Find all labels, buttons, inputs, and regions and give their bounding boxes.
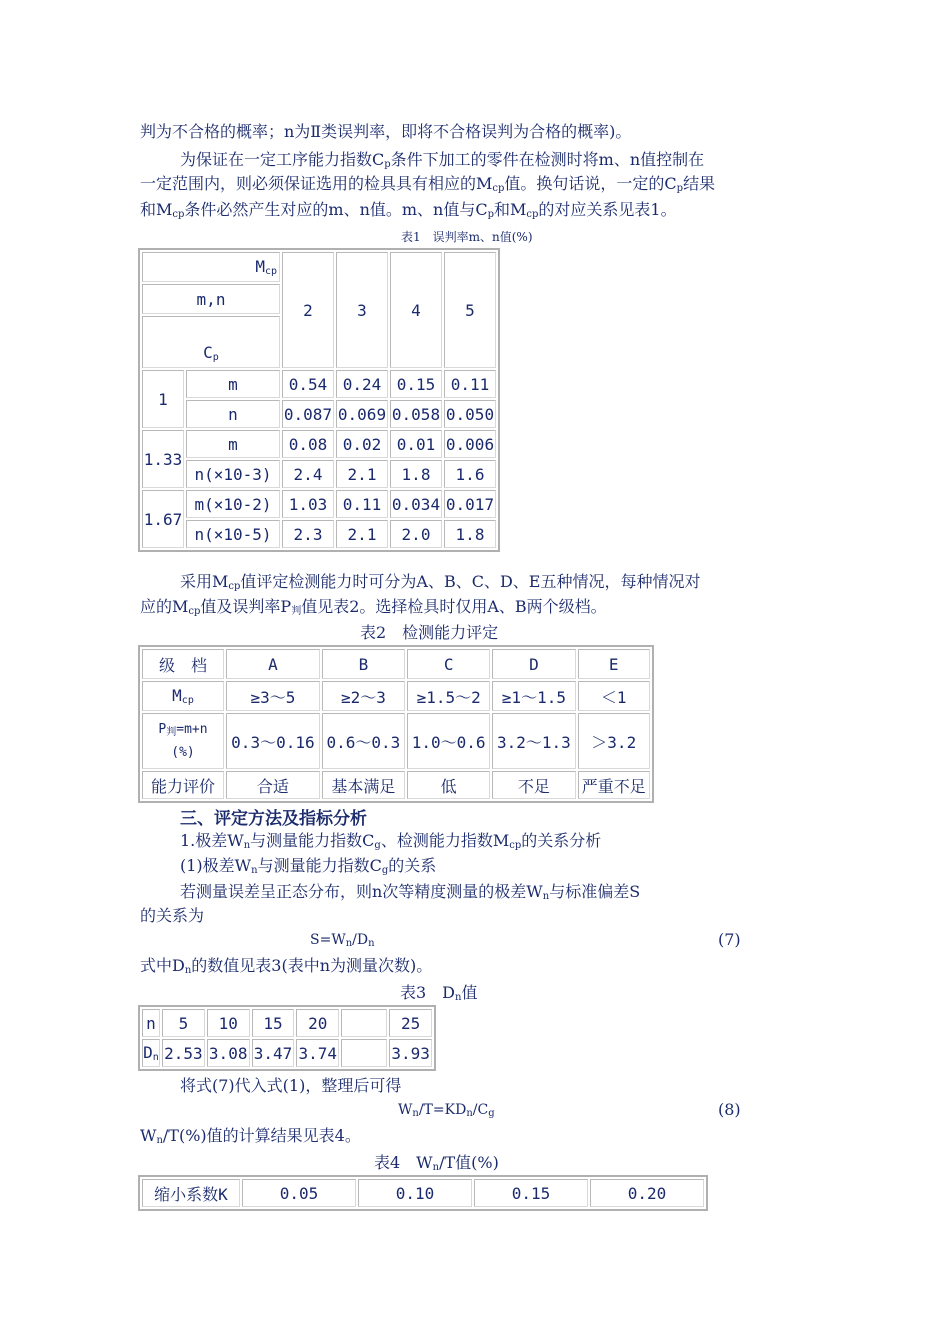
table1-cell: 0.08 — [282, 430, 334, 458]
table2-cell: 0.6～0.3 — [322, 713, 405, 769]
table2-row-label: $P_判=m+n$ (%) — [142, 713, 224, 769]
table1-cell: 0.069 — [336, 400, 388, 428]
table3-row-label: n — [142, 1009, 160, 1037]
table3-cell: 25 — [389, 1009, 432, 1037]
table4-cell: 0.15 — [474, 1179, 588, 1207]
table1-col: 2 — [282, 252, 334, 368]
table1-header-cp: $C_p$ — [142, 316, 280, 368]
table1-cell: 0.087 — [282, 400, 334, 428]
table1-cell: 2.4 — [282, 460, 334, 488]
table2-cell: 基本满足 — [322, 771, 405, 799]
table3-cell: 3.93 — [389, 1039, 432, 1067]
table1-group: 1.67 — [142, 490, 184, 548]
table2-cell: 1.0～0.6 — [407, 713, 490, 769]
table1-cell: 2.0 — [390, 520, 442, 548]
table3-cell — [341, 1009, 387, 1037]
table3-cell: 2.53 — [162, 1039, 205, 1067]
table1-caption: 表1 误判率m、n值(%) — [401, 230, 533, 244]
table1-row-label: n(×10-3) — [186, 460, 280, 488]
table4-caption: 表4 $W_n/T$值(%) — [374, 1153, 499, 1173]
table1-cell: 1.03 — [282, 490, 334, 518]
table1-cell: 2.1 — [336, 460, 388, 488]
table1-group: 1 — [142, 370, 184, 428]
table1-cell: 1.8 — [444, 520, 496, 548]
table2-row-label: 能力评价 — [142, 771, 224, 799]
table3-cell: 3.47 — [252, 1039, 295, 1067]
table2-caption: 表2 检测能力评定 — [360, 623, 499, 642]
table4-row-label: 缩小系数K — [142, 1179, 240, 1207]
table1-cell: 0.11 — [336, 490, 388, 518]
text-line: 一定范围内，则必须保证选用的检具具有相应的$M_{cp}$值。换句话说，一定的$C_p$结果 — [140, 174, 716, 194]
table4-cell: 0.10 — [358, 1179, 472, 1207]
table1-cell: 0.54 — [282, 370, 334, 398]
table4-cell: 0.20 — [590, 1179, 704, 1207]
table1-cell: 0.058 — [390, 400, 442, 428]
table1-cell: 0.006 — [444, 430, 496, 458]
table1-col: 4 — [390, 252, 442, 368]
table3-cell: 5 — [162, 1009, 205, 1037]
table2-header: D — [492, 649, 575, 679]
section-heading: 三、评定方法及指标分析 — [180, 809, 367, 829]
text-line: 若测量误差呈正态分布，则n次等精度测量的极差$W_n$与标准偏差S — [180, 882, 641, 902]
table2-cell: ≥2～3 — [322, 681, 405, 711]
text-line: 采用$M_{cp}$值评定检测能力时可分为A、B、C、D、E五种情况，每种情况对 — [180, 572, 701, 592]
table1-cell: 0.017 — [444, 490, 496, 518]
equation-number: (7) — [718, 930, 741, 949]
table1-cell: 1.6 — [444, 460, 496, 488]
text-line: $W_n/T(\%)$值的计算结果见表4。 — [140, 1126, 361, 1146]
table2-cell: 不足 — [492, 771, 575, 799]
table1-row-label: m(×10-2) — [186, 490, 280, 518]
text-line: 式中$D_n$的数值见表3(表中n为测量次数)。 — [140, 956, 433, 976]
text-line: 将式(7)代入式(1)，整理后可得 — [180, 1076, 402, 1095]
table2-cell: ＜1 — [578, 681, 651, 711]
text-line: (1)极差$W_n$与测量能力指数$C_g$的关系 — [180, 856, 437, 876]
text-line: 的关系为 — [140, 906, 205, 925]
table2-header: C — [407, 649, 490, 679]
text-line: 应的$M_{cp}$值及误判率$P_判$值见表2。选择检具时仅用A、B两个级档。 — [140, 597, 607, 617]
table1-cell: 0.01 — [390, 430, 442, 458]
table4 — [138, 1175, 708, 1211]
table1-group: 1.33 — [142, 430, 184, 488]
table1-cell: 0.11 — [444, 370, 496, 398]
table4-cell: 0.05 — [242, 1179, 356, 1207]
table1-header-mn: m,n — [142, 284, 280, 314]
table1-cell: 0.15 — [390, 370, 442, 398]
table2-cell: 合适 — [226, 771, 320, 799]
table1-cell: 0.02 — [336, 430, 388, 458]
table1-row-label: m — [186, 430, 280, 458]
table2-cell: ≥3～5 — [226, 681, 320, 711]
table3-cell: 3.74 — [296, 1039, 339, 1067]
equation-8: $W_n/T=KD_n/C_g$ — [398, 1102, 495, 1119]
table2-header: B — [322, 649, 405, 679]
table2-cell: ＞3.2 — [578, 713, 651, 769]
table1-header-mcp: $M_{cp}$ — [142, 252, 280, 282]
table1-cell: 0.050 — [444, 400, 496, 428]
table2-cell: ≥1～1.5 — [492, 681, 575, 711]
table2-cell: ≥1.5～2 — [407, 681, 490, 711]
text-line: 1.极差$W_n$与测量能力指数$C_g$、检测能力指数$M_{cp}$的关系分析 — [180, 831, 602, 851]
table1 — [138, 248, 500, 552]
table3-cell: 3.08 — [207, 1039, 250, 1067]
table2 — [138, 645, 654, 803]
table1-row-label: n — [186, 400, 280, 428]
table3-row-label: $D_n$ — [142, 1039, 160, 1067]
table1-row-label: m — [186, 370, 280, 398]
table1-row-label: n(×10-5) — [186, 520, 280, 548]
table1-cell: 0.034 — [390, 490, 442, 518]
table3-caption: 表3 $D_n$值 — [400, 983, 478, 1003]
table3 — [138, 1005, 436, 1071]
text-line: 判为不合格的概率；n为Ⅱ类误判率，即将不合格误判为合格的概率)。 — [140, 122, 632, 141]
table2-cell: 3.2～1.3 — [492, 713, 575, 769]
table3-cell: 10 — [207, 1009, 250, 1037]
table1-cell: 0.24 — [336, 370, 388, 398]
table3-cell: 15 — [252, 1009, 295, 1037]
table3-cell — [341, 1039, 387, 1067]
table1-cell: 1.8 — [390, 460, 442, 488]
equation-7: $S=W_n/D_n$ — [310, 932, 375, 949]
table1-col: 3 — [336, 252, 388, 368]
table2-header: E — [578, 649, 651, 679]
equation-number: (8) — [718, 1100, 741, 1119]
table2-cell: 低 — [407, 771, 490, 799]
table2-header: 级 档 — [142, 649, 224, 679]
text-line: 为保证在一定工序能力指数$C_p$条件下加工的零件在检测时将m、n值控制在 — [180, 150, 705, 170]
table2-row-label: $M_{cp}$ — [142, 681, 224, 711]
table2-cell: 0.3～0.16 — [226, 713, 320, 769]
table3-cell: 20 — [296, 1009, 339, 1037]
table1-col: 5 — [444, 252, 496, 368]
table2-cell: 严重不足 — [578, 771, 651, 799]
table1-cell: 2.3 — [282, 520, 334, 548]
table2-header: A — [226, 649, 320, 679]
table1-cell: 2.1 — [336, 520, 388, 548]
text-line: 和$M_{cp}$条件必然产生对应的m、n值。m、n值与$C_p$和$M_{cp}$的对应关系见表1。 — [140, 200, 677, 220]
